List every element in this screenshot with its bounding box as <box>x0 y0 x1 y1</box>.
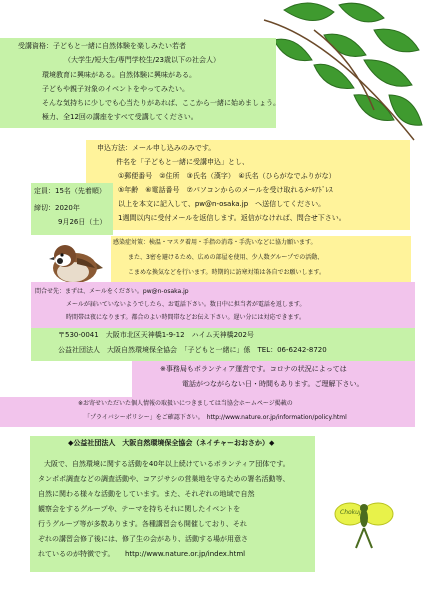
infection-line-3: こまめな換気などを行います。時期的に訪寒対策は各自でお願いします。 <box>128 269 326 276</box>
about-line-1: 大阪で、自然環境に関する活動を40年以上続けているボランティア団体です。 <box>44 460 290 468</box>
infection-line-2: また、3密を避けるため、広めの部屋を使用、少人数グループでの活動、 <box>128 254 324 261</box>
about-line-7: れているのが特徴です。 http://www.nature.or.jp/index.html <box>38 550 246 558</box>
about-line-3: 自然に関わる様々な活動をしています。また、それぞれの地域で自然 <box>38 490 255 498</box>
deadline-label: 締切：2020年 <box>34 204 80 212</box>
deadline-date: 9月26日（土） <box>58 218 107 226</box>
inquiry-line-2: メールが届いていないようでしたら、お電話下さい。数日中に担当者が電話を返します。 <box>66 301 306 308</box>
inquiry-line-1: 問合せ先：まずは、メールをください。pw@n-osaka.jp <box>35 288 189 295</box>
eligibility-line-5: そんな気持ちに少しでも心当たりがあれば、ここから一緒に始めましょう。 <box>42 99 280 107</box>
about-line-4: 観察会をするグループや、テーマを持ちそれに関したイベントを <box>38 505 241 513</box>
inquiry-line-3: 時間帯は夜になります。都合のよい時間帯などお伝え下さい。遅い分には対応できます。 <box>66 314 306 321</box>
privacy-line-1: ※お寄せいただいた個人情報の取扱いにつきましては当協会ホームページ掲載の <box>78 400 293 407</box>
application-line-5: 以上を本文に記入して、pw@n-osaka.jp へ送信してください。 <box>118 200 326 208</box>
infection-line-1: 感染症対策：検温・マスク着用・手指の消毒・手洗いなどに協力願います。 <box>113 239 317 246</box>
eligibility-line-3: 環境教育に興味がある。自然体験に興味がある。 <box>42 71 196 79</box>
privacy-line-2: 「プライバシーポリシー」をご確認下さい。 http://www.nature.or.jp/information/policy.html <box>84 414 347 421</box>
about-line-5: 行うグループ等が多数あります。各種講習会も開催しており、それ <box>38 520 247 528</box>
capacity-line: 定員：15名（先着順） <box>34 187 106 195</box>
about-heading: ◆公益社団法人 大阪自然環境保全協会（ネイチャーおおさか）◆ <box>68 439 275 447</box>
application-line-4: ⑤年齢 ⑥電話番号 ⑦パソコンからのメールを受け取れるﾒｰﾙｱﾄﾞﾚｽ <box>118 186 333 194</box>
sparrow-illustration <box>47 240 103 286</box>
application-line-6: 1週間以内に受付メールを返信します。返信がなければ、問合せ下さい。 <box>118 214 346 222</box>
leaf-cluster-decoration <box>254 0 424 150</box>
mascot-logo <box>334 492 394 554</box>
eligibility-line-2: （大学生/短大生/専門学校生/23歳以下の社会人） <box>64 56 220 64</box>
about-line-2: タンポポ調査などの調査活動や、コアジサシの営巣地を守るための署名活動等、 <box>38 475 290 483</box>
address-line: 〒530-0041 大阪市北区天神橋1-9-12 ハイム天神橋202号 <box>58 331 254 339</box>
eligibility-line-1: 受講資格：子どもと一緒に自然体験を楽しみたい若者 <box>18 42 186 50</box>
application-line-1: 申込方法：メール申し込みのみです。 <box>97 144 216 152</box>
eligibility-line-4: 子どもや親子対象のイベントをやってみたい。 <box>42 85 189 93</box>
application-line-3: ①郵便番号 ②住所 ③氏名（漢字） ④氏名（ひらがなでふりがな） <box>118 172 336 180</box>
eligibility-line-6: 極力、全12回の講座をすべて受講してください。 <box>42 113 198 121</box>
application-line-2: 件名を「子どもと一緒に受講申込」とし、 <box>116 158 249 166</box>
notice-line-2: 電話がつながらない日・時間もあります。ご理解下さい。 <box>182 380 364 388</box>
org-line: 公益社団法人 大阪自然環境保全協会 「子どもと一緒に」係 TEL：06-6242-8720 <box>58 346 327 354</box>
notice-line-1: ※事務局もボランティア運営です。コロナの状況によっては <box>160 365 347 373</box>
about-line-6: ぞれの講習会修了後には、修了生の会があり、活動する場が用意さ <box>38 535 248 543</box>
mascot-logo-text: Chokuji <box>340 509 363 516</box>
